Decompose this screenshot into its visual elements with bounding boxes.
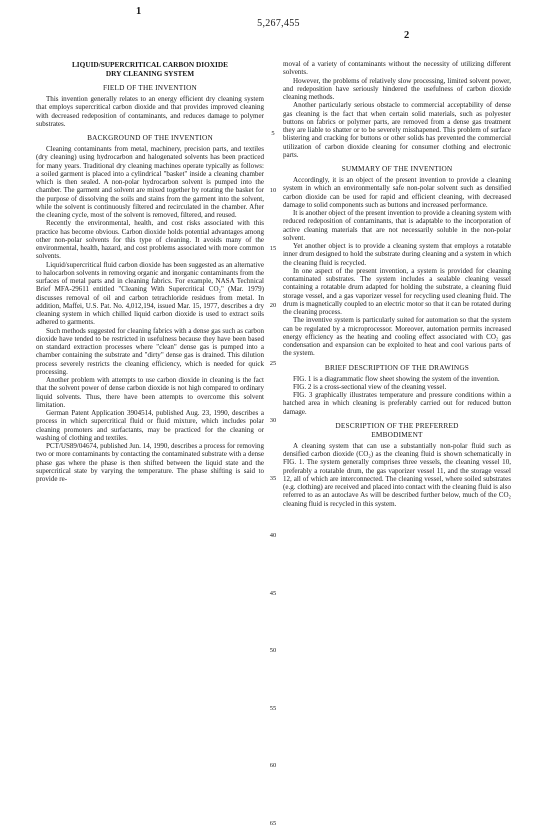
embodiment-paragraph-1: A cleaning system that can use a substantially non-polar fluid such as densified carbon dioxide (CO₂) as the cleaning fluid is shown schematically in FIG. 1. The system generally comprises three vessels, the cleaning vessel 10, preferably a rotatable drum, the gas vaporizer vessel 11, and the storage vessel 12, all of which are interconnected. The cleaning vessel, where soiled substrates (e.g. clothing) are received and placed into contact with the cleaning fluid is also referred to as an autoclave As will be described further below, much of the CO₂ cleaning fluid is recycled in this system. xyxy=(283,441,511,508)
summary-paragraph-3: Yet another object is to provide a cleaning system that employs a rotatable inner drum designed to hold the substrate during cleaning and a system in which the cleaning fluid is recycled. xyxy=(283,242,511,267)
line-number: 45 xyxy=(269,590,277,597)
drawings-paragraph-3: FIG. 3 graphically illustrates temperature and pressure conditions within a hatched area in which cleaning is preferably carried out for reduced button damage. xyxy=(283,391,511,416)
left-column xyxy=(36,60,264,483)
background-heading: BACKGROUND OF THE INVENTION xyxy=(87,133,213,142)
drawings-heading: BRIEF DESCRIPTION OF THE DRAWINGS xyxy=(324,362,470,372)
continued-paragraph: moval of a variety of contaminants without the necessity of utilizing different solvents. xyxy=(283,60,511,77)
right-paragraph-3: Another particularly serious obstacle to commercial acceptability of dense gas cleaning is the fact that when certain solid materials, such as polyester buttons on fabrics or polymer parts, are removed from a dense gas treatment they are liable to shatter or to be severely misshapened. This problem of surface blistering and cracking for buttons or other solids has prevented the commercial utilization of carbon dioxide cleaning for consumer clothing and electronic parts. xyxy=(283,101,511,159)
background-paragraph-1: Cleaning contaminants from metal, machinery, precision parts, and textiles (dry cleaning) using hydrocarbon and halogenated solvents has been practiced for many years. Traditional dry cleaning machines operate typically as follows: a soiled garment is placed into a cylindrical "basket" inside a cleaning chamber which is then sealed. A non-polar hydrocarbon solvent is pumped into the chamber. The garment and solvent are mixed together by rotating the basket for the purpose of dissolving the soils and stains from the garment into the solvent, while the solvent is continuously filtered and recirculated in the chamber. After the cleaning cycle, most of the solvent is removed, filtered, and reused. xyxy=(36,145,264,219)
background-paragraph-5: Another problem with attempts to use carbon dioxide in cleaning is the fact that the solvent power of dense carbon dioxide is not high compared to ordinary liquid solvents. Thus, there have been attempts to overcome this solvent limitation. xyxy=(36,376,264,409)
background-paragraph-6: German Patent Application 3904514, published Aug. 23, 1990, describes a process in which supercritical fluid or fluid mixture, which includes polar cleaning promoters and surfactants, may be practiced for the cleaning or washing of clothing and textiles. xyxy=(36,409,264,442)
page-header xyxy=(0,0,557,60)
line-number: 25 xyxy=(269,360,277,367)
line-number: 60 xyxy=(269,762,277,769)
line-number: 55 xyxy=(269,705,277,712)
page-number-right: 2 xyxy=(404,30,410,41)
line-number: 30 xyxy=(269,417,277,424)
drawings-paragraph-1: FIG. 1 is a diagrammatic flow sheet showing the system of the invention. xyxy=(293,374,500,383)
embodiment-heading-line-2: EMBODIMENT xyxy=(371,429,423,439)
line-number: 50 xyxy=(269,647,277,654)
field-paragraph: This invention generally relates to an energy efficient dry cleaning system that employs supercritical carbon dioxide and that provides improved cleaning with decreased redeposition of contaminants, and reduces damage to polymer substrates. xyxy=(36,95,264,128)
line-number: 65 xyxy=(269,820,277,827)
summary-paragraph-2: It is another object of the present invention to provide a cleaning system with reduced redeposition of contaminants, that is adaptable to the incorporation of active cleaning materials that are not necessarily soluble in the non-polar solvent. xyxy=(283,209,511,242)
line-number: 20 xyxy=(269,302,277,309)
title-line-2: DRY CLEANING SYSTEM xyxy=(105,69,195,78)
embodiment-heading xyxy=(283,421,511,439)
background-paragraph-7: PCT/US89/04674, published Jun. 14, 1990, describes a process for removing two or more contaminants by contacting the contaminated substrate with a dense phase gas where the phase is then shifted between the liquid state and the supercritical state by varying the temperature. The phase shifting is said to provide re- xyxy=(36,442,264,483)
line-number: 5 xyxy=(271,130,275,137)
line-number: 35 xyxy=(269,475,277,482)
field-heading: FIELD OF THE INVENTION xyxy=(102,83,198,92)
background-paragraph-2: Recently the environmental, health, and cost risks associated with this practice has become obvious. Carbon dioxide holds potential advantages among other non-polar solvents for this type of cleaning. It avoids many of the environmental, health, hazard, and cost problems associated with more common solvents. xyxy=(36,219,264,261)
background-paragraph-3: Liquid/supercritical fluid carbon dioxide has been suggested as an alternative to halocarbon solvents in removing organic and inorganic contaminants from the surfaces of metal parts and in cleaning fabrics. For example, NASA Technical Brief MFA-29611 entitled "Cleaning With Supercritical CO₂" (Mar. 1979) discusses removal of oil and carbon tetrachloride residues from metal. In addition, Maffei, U.S. Pat. No. 4,012,194, issued Mar. 15, 1977, describes a dry cleaning system in which chilled liquid carbon dioxide is used to extract soils adhered to garments. xyxy=(36,260,264,327)
background-paragraph-4: Such methods suggested for cleaning fabrics with a dense gas such as carbon dioxide have tended to be restricted in usefulness because they have been based on standard extraction processes where "clean" dense gas is pumped into a chamber containing the substrate and "dirty" dense gas is drained. This dilution process severely restricts the cleaning efficiency, which is needed for quick processing. xyxy=(36,326,264,376)
document-title xyxy=(36,60,264,78)
drawings-paragraph-2: FIG. 2 is a cross-sectional view of the cleaning vessel. xyxy=(293,382,447,391)
line-number: 15 xyxy=(269,245,277,252)
patent-number: 5,267,455 xyxy=(257,18,300,29)
embodiment-heading-line-1: DESCRIPTION OF THE PREFERRED xyxy=(335,420,459,430)
line-number: 40 xyxy=(269,532,277,539)
page-number-left: 1 xyxy=(136,6,142,17)
line-number: 10 xyxy=(269,187,277,194)
summary-heading: SUMMARY OF THE INVENTION xyxy=(341,164,453,173)
summary-paragraph-4: In one aspect of the present invention, a system is provided for cleaning contaminated substrates. The system includes a sealable cleaning vessel containing a rotatable drum adapted for holding the substrate, a cleaning fluid storage vessel, and a gas vaporizer vessel for recycling used cleaning fluid. The drum is magnetically coupled to an electric motor so that it can be rotated during the cleaning process. xyxy=(283,266,511,316)
right-column xyxy=(283,60,511,508)
summary-paragraph-5: The inventive system is particularly suited for automation so that the system can be regulated by a microprocessor. Moreover, automation permits increased energy efficiency as the heating and cooling effect associated with CO₂ gas condensation and expansion can be exploited to heat and cool various parts of the system. xyxy=(283,316,511,358)
line-number-gutter xyxy=(266,60,280,827)
right-paragraph-2: However, the problems of relatively slow processing, limited solvent power, and redeposition have seriously hindered the usefulness of carbon dioxide cleaning methods. xyxy=(283,76,511,101)
summary-paragraph-1: Accordingly, it is an object of the present invention to provide a cleaning system in which an environmentally safe non-polar solvent such as densified carbon dioxide can be used for rapid and efficient cleaning, with decreased damage to solid components such as buttons and increased performance. xyxy=(283,176,511,209)
title-line-1: LIQUID/SUPERCRITICAL CARBON DIOXIDE xyxy=(71,60,229,69)
